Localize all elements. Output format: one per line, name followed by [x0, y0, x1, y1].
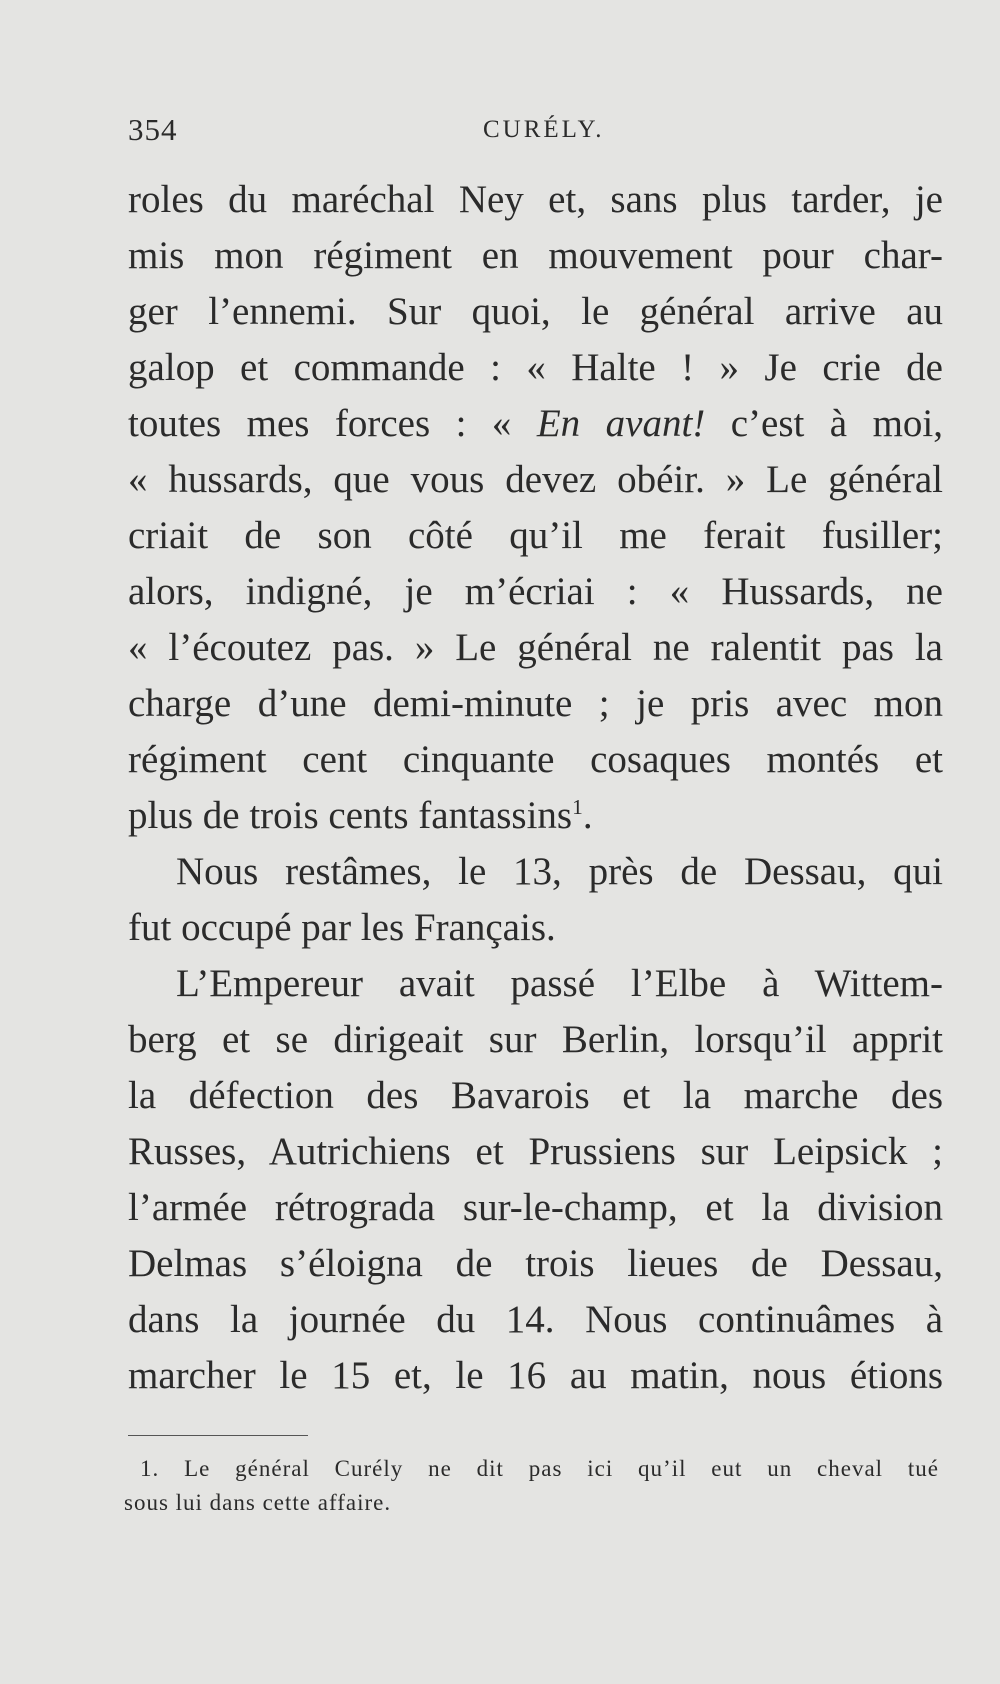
text-line-12-period: . [582, 794, 593, 837]
text-line-7: criait de son côté qu’il me ferait fusiller; [128, 514, 943, 557]
text-line-5-start: toutes mes forces : « [128, 402, 512, 445]
text-line-9: « l’écoutez pas. » Le général ne ralentit pas la [128, 626, 943, 669]
text-line-4: galop et commande : « Halte ! » Je crie de [128, 346, 943, 389]
text-line-18: Russes, Autrichiens et Prussiens sur Leipsick ; [128, 1130, 943, 1173]
footnote-line-1: 1. Le général Curély ne dit pas ici qu’il eut un cheval tué [140, 1456, 939, 1481]
text-line-13: Nous restâmes, le 13, près de Dessau, qui [176, 850, 943, 893]
running-head: CURÉLY. [483, 116, 605, 143]
footnote-line-2: sous lui dans cette affaire. [124, 1490, 392, 1515]
text-line-3: ger l’ennemi. Sur quoi, le général arrive au [128, 290, 943, 333]
text-line-12 [128, 788, 943, 844]
text-line-8: alors, indigné, je m’écriai : « Hussards, ne [128, 570, 943, 613]
text-line-5-end: c’est à moi, [730, 402, 943, 445]
text-line-19: l’armée rétrograda sur-le-champ, et la division [128, 1186, 943, 1229]
page-header [128, 112, 938, 152]
footnote-marker: 1 [572, 795, 583, 819]
text-line-16: berg et se dirigeait sur Berlin, lorsqu’il apprit [128, 1018, 943, 1061]
text-line-15: L’Empereur avait passé l’Elbe à Wittem- [176, 962, 943, 1005]
text-line-14: fut occupé par les Français. [128, 906, 556, 949]
text-line-17: la défection des Bavarois et la marche des [128, 1074, 943, 1117]
text-line-10: charge d’une demi-minute ; je pris avec mon [128, 682, 943, 725]
body-text [128, 172, 943, 1404]
text-line-11: régiment cent cinquante cosaques montés et [128, 738, 943, 781]
text-line-22: marcher le 15 et, le 16 au matin, nous étions [128, 1354, 943, 1397]
italic-phrase: En avant! [536, 402, 706, 445]
text-line-2: mis mon régiment en mouvement pour char- [128, 234, 943, 277]
text-line-5 [128, 396, 943, 452]
page-number: 354 [128, 112, 178, 147]
footnote-divider [128, 1435, 308, 1436]
footnote [124, 1452, 939, 1520]
text-line-1: roles du maréchal Ney et, sans plus tarder, je [128, 178, 943, 221]
text-line-21: dans la journée du 14. Nous continuâmes à [128, 1298, 943, 1341]
text-line-20: Delmas s’éloigna de trois lieues de Dessau, [128, 1242, 943, 1285]
text-line-12-text: plus de trois cents fantassins [128, 794, 573, 837]
text-line-6: « hussards, que vous devez obéir. » Le général [128, 458, 943, 501]
